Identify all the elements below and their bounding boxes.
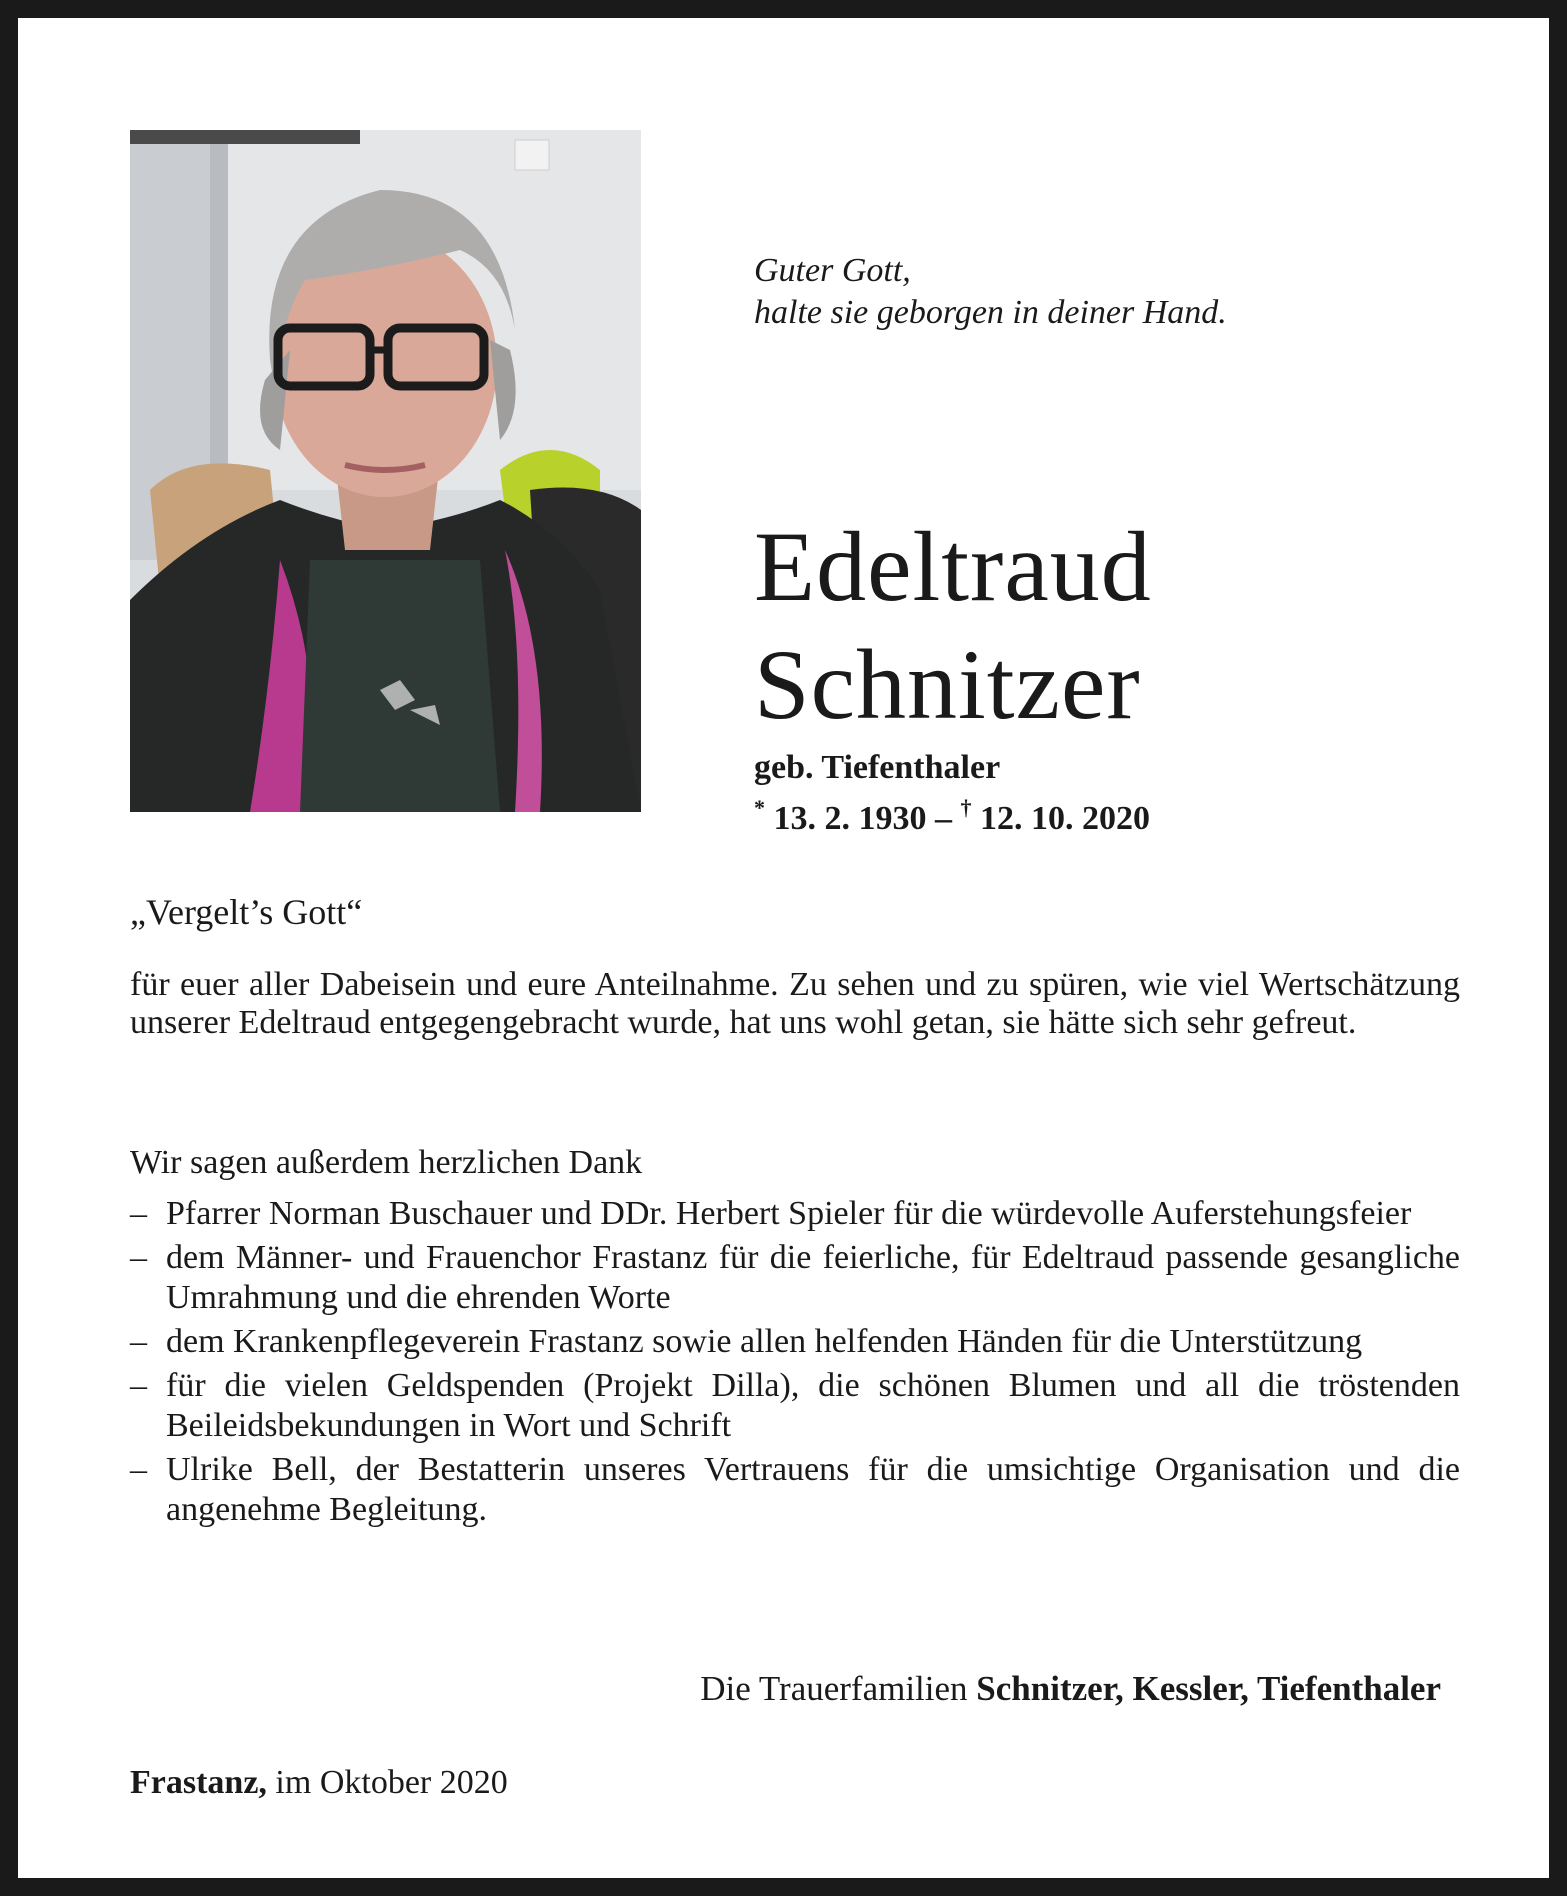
- thanks-intro: für euer aller Dabeisein und eure Anteilnahme. Zu sehen und zu spüren, wie viel Wertschätzung unserer Edeltraud entgegengebracht wurde, hat uns wohl getan, sie hätte sich sehr gefreut.: [130, 966, 1460, 1041]
- death-date: 12. 10. 2020: [980, 800, 1150, 837]
- dash-bullet: –: [130, 1195, 147, 1232]
- list-item: [130, 1194, 1460, 1234]
- place-date: [130, 1762, 508, 1804]
- prayer-line-1: Guter Gott,: [754, 252, 911, 289]
- list-item: [130, 1322, 1460, 1362]
- date-separator: –: [935, 800, 952, 837]
- prayer-verse: [754, 250, 1454, 334]
- thanks-subheading: Wir sagen außerdem herzlichen Dank: [130, 1144, 643, 1181]
- birth-star-icon: *: [754, 795, 765, 820]
- dash-bullet: –: [130, 1323, 147, 1360]
- list-item-text: dem Männer- und Frauenchor Frastanz für die feierliche, für Edeltraud passende gesangliche Umrahmung und die ehrenden Worte: [166, 1239, 1460, 1316]
- place-month: im Oktober 2020: [266, 1764, 508, 1801]
- dash-bullet: –: [130, 1451, 147, 1488]
- list-item-text: Ulrike Bell, der Bestatterin unseres Vertrauens für die umsichtige Organisation und die angenehme Begleitung.: [166, 1451, 1460, 1528]
- list-item-text: für die vielen Geldspenden (Projekt Dilla), die schönen Blumen und all die tröstenden Beileidsbekundungen in Wort und Schrift: [166, 1367, 1460, 1444]
- thanks-heading: „Vergelt’s Gott“: [130, 892, 363, 932]
- signature-prefix: Die Trauerfamilien: [700, 1669, 977, 1708]
- dash-bullet: –: [130, 1239, 147, 1276]
- portrait-photo: [130, 130, 641, 812]
- death-cross-icon: †: [960, 795, 972, 820]
- list-item: [130, 1450, 1460, 1530]
- place-town: Frastanz,: [130, 1764, 267, 1801]
- portrait-image: [130, 130, 641, 812]
- birth-date: 13. 2. 1930: [773, 800, 927, 837]
- life-dates: [754, 788, 1494, 839]
- family-signature: [700, 1668, 1441, 1710]
- dash-bullet: –: [130, 1367, 147, 1404]
- last-name: Schnitzer: [754, 629, 1141, 740]
- maiden-name: geb. Tiefenthaler: [754, 749, 1001, 786]
- thanks-list: [130, 1194, 1460, 1534]
- deceased-name: [754, 508, 1494, 744]
- family-names: Schnitzer, Kessler, Tiefenthaler: [976, 1669, 1441, 1708]
- first-name: Edeltraud: [754, 511, 1152, 622]
- list-item: [130, 1366, 1460, 1446]
- birth-death-info: [754, 748, 1494, 839]
- list-item-text: Pfarrer Norman Buschauer und DDr. Herbert Spieler für die würdevolle Auferstehungsfeier: [166, 1195, 1412, 1232]
- prayer-line-2: halte sie geborgen in deiner Hand.: [754, 294, 1227, 331]
- list-item: [130, 1238, 1460, 1318]
- list-item-text: dem Krankenpflegeverein Frastanz sowie allen helfenden Händen für die Unterstützung: [166, 1323, 1363, 1360]
